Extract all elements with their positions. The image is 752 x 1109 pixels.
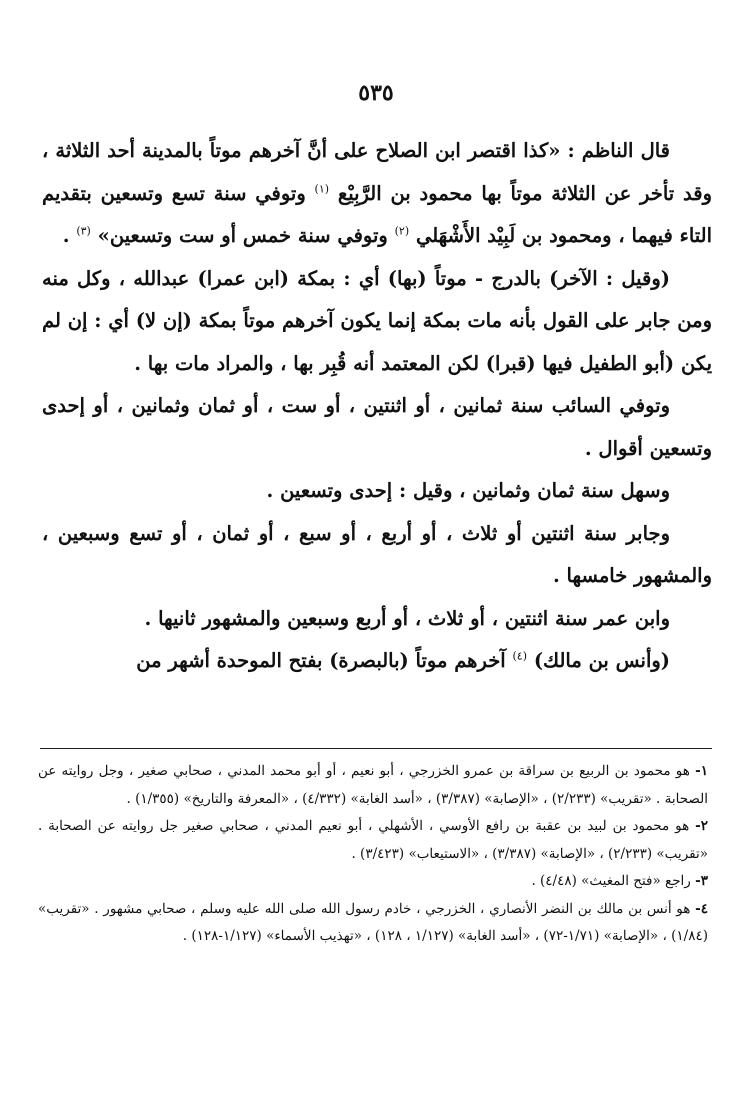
paragraph: وتوفي السائب سنة ثمانين ، أو اثنتين ، أو ست ، أو ثمان وثمانين ، أو إحدى وتسعين أقوال . [42,394,712,460]
footnote-ref: (١) [314,182,330,195]
footnote-number: ١- [695,763,708,779]
footnote-separator [40,748,712,749]
paragraph [42,130,712,258]
footnote-number: ٢- [695,818,709,834]
footnote-ref: (٣) [76,224,91,238]
footnote-text: هو محمود بن لبيد بن عقبة بن رافع الأوسي ، الأشهلي ، أبو نعيم المدني ، صحابي صغير جل روايته عن الصحابة . «تقريب» (٢/٢٣٣) ، «الإصابة» (٣/٣٨٧) ، «الاستيعاب» (٣/٤٢٣) . [38,818,708,862]
footnote-text: هو أنس بن مالك بن النضر الأنصاري ، الخزرجي ، خادم رسول الله صلى الله عليه وسلم ، صحابي مشهور . «تقريب» (١/٨٤) ، «الإصابة» (١/٧١-٧٢) ، «أسد الغابة» (١/١٢٧ ، ١٢٨) ، «تهذيب الأسماء» (١/١٢٧-١٢٨) . [38,900,708,944]
paragraph: وابن عمر سنة اثنتين ، أو ثلاث ، أو أربع وسبعين والمشهور ثانيها . [144,606,670,630]
paragraph-text: (وأنس بن مالك) [533,649,670,672]
footnote-ref: (٢) [394,224,410,238]
paragraph: وسهل سنة ثمان وثمانين ، وقيل : إحدى وتسعين . [266,479,670,502]
paragraph: (وقيل : الآخر) بالدرج - موتاً (بها) أي : بمكة (ابن عمرا) عبدالله ، وكل منه ومن جابر على القول بأنه مات بمكة إنما يكون آخرهم موتاً بمكة (إن لا) أي : إن لم يكن (أبو الطفيل فيها (قبرا) لكن المعتمد أنه قُبِر بها ، والمراد مات بها . [42,266,712,375]
paragraph-text: وتوفي سنة خمس أو ست وتسعين» [97,224,388,247]
footnotes [38,758,708,951]
footnote-number: ٤- [695,900,709,917]
paragraph-text: آخرهم موتاً (بالبصرة) بفتح الموحدة أشهر من [136,649,506,672]
footnote-item [38,868,708,896]
paragraph: وجابر سنة اثنتين أو ثلاث ، أو أربع ، أو سبع ، أو ثمان ، أو تسع وسبعين ، والمشهور خامسها . [42,521,712,587]
footnote-item [38,896,708,951]
paragraph-text: . [62,224,70,247]
main-text [42,130,712,683]
paragraph-text: وتوفي سنة تسع وتسعين بتقديم التاء فيهما ، ومحمود بن لَبِيْد الأَشْهَلي [42,181,712,247]
paragraph [42,640,712,683]
page-number: ٥٣٥ [358,80,394,106]
footnote-number: ٣- [695,873,708,889]
footnote-item [38,758,708,813]
footnote-text: هو محمود بن الربيع بن سراقة بن عمرو الخزرجي ، أبو نعيم ، أو أبو محمد المدني ، صحابي صغير ، وجل روايته عن الصحابة . «تقريب» (٢/٢٣٣) ، «الإصابة» (٣/٣٨٧) ، «أسد الغابة» (٤/٣٣٢) ، «المعرفة والتاريخ» (١/٣٥٥) . [38,763,708,807]
paragraph-text: قال الناظم : «كذا اقتصر ابن الصلاح على أنَّ آخرهم موتاً بالمدينة أحد الثلاثة ، وقد تأخر عن الثلاثة موتاً بها محمود بن الرَّبِيْع [42,139,712,205]
footnote-ref: (٤) [512,649,528,663]
footnote-text: راجع «فتح المغيث» (٤/٤٨) . [531,873,691,889]
footnote-item [38,813,708,868]
